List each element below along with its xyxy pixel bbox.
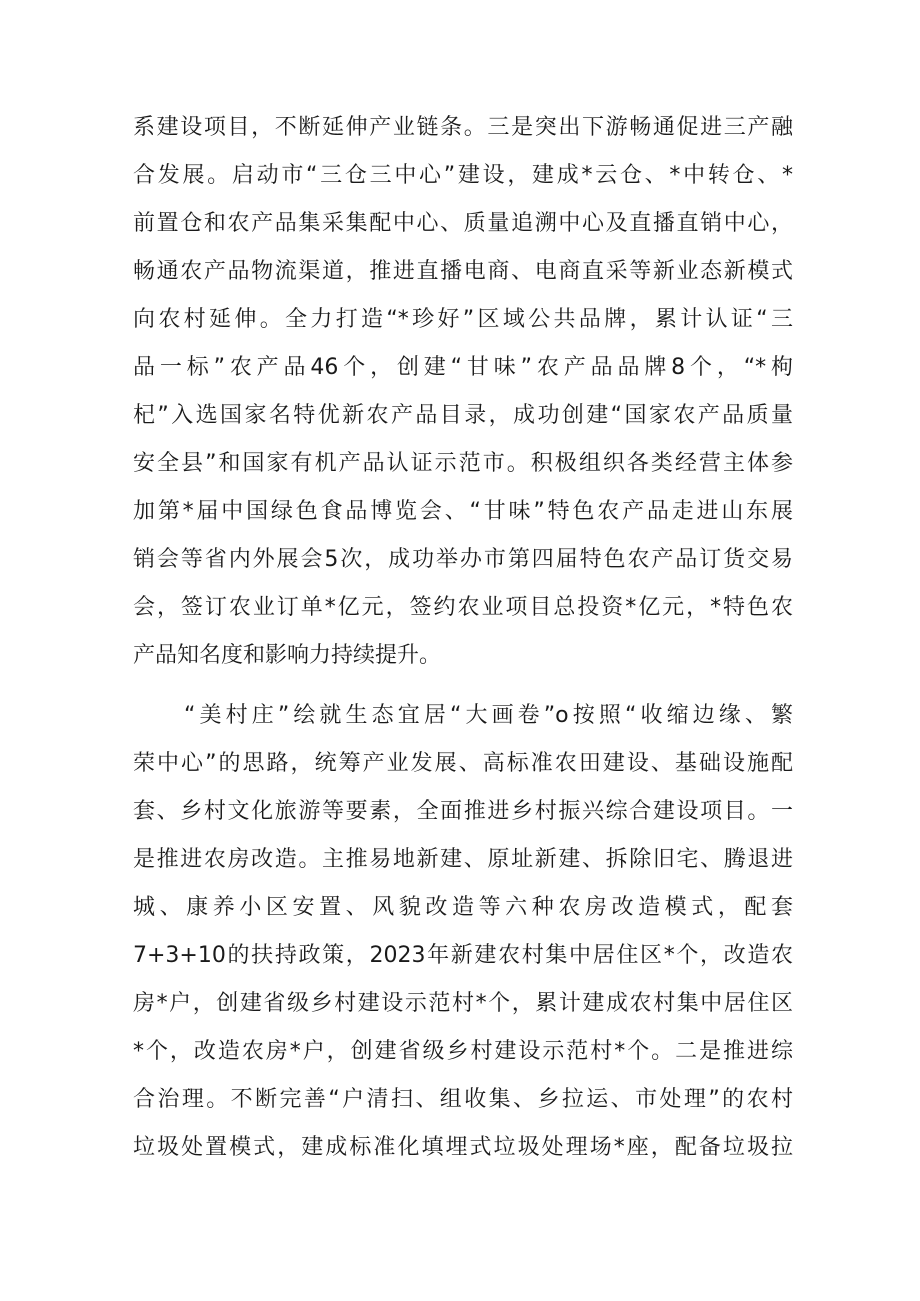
text-line: 是推进农房改造。主推易地新建、原址新建、拆除旧宅、腾退进 (133, 847, 793, 872)
text-line: 品一标”农产品46个，创建“甘味”农产品品牌8个，“*枸 (133, 355, 793, 380)
text-line: 前置仓和农产品集采集配中心、质量追溯中心及直播直销中心， (133, 211, 793, 236)
text-line: 套、乡村文化旅游等要素，全面推进乡村振兴综合建设项目。一 (133, 799, 793, 824)
text-line: 会，签订农业订单*亿元，签约农业项目总投资*亿元，*特色农 (133, 595, 793, 620)
text-line: 荣中心”的思路，统筹产业发展、高标准农田建设、基础设施配 (133, 751, 793, 776)
text-line: 系建设项目，不断延伸产业链条。三是突出下游畅通促进三产融 (133, 115, 793, 140)
text-line-first: “美村庄”绘就生态宜居“大画卷”o按照“收缩边缘、繁 (184, 703, 793, 728)
text-line: 安全县”和国家有机产品认证示范市。积极组织各类经营主体参 (133, 451, 793, 476)
text-line: 城、康养小区安置、风貌改造等六种农房改造模式，配套 (133, 895, 793, 920)
text-line: 合治理。不断完善“户清扫、组收集、乡拉运、市处理”的农村 (133, 1087, 793, 1112)
text-line: 7+3+10的扶持政策，2023年新建农村集中居住区*个，改造农 (133, 943, 793, 968)
text-line: 垃圾处置模式，建成标准化填埋式垃圾处理场*座，配备垃圾拉 (133, 1135, 793, 1160)
text-line: 加第*届中国绿色食品博览会、“甘味”特色农产品走进山东展 (133, 499, 793, 524)
text-line: 销会等省内外展会5次，成功举办市第四届特色农产品订货交易 (133, 547, 793, 572)
text-line: 杞”入选国家名特优新农产品目录，成功创建“国家农产品质量 (133, 403, 793, 428)
text-line: 产品知名度和影响力持续提升。 (133, 643, 442, 668)
text-line: 畅通农产品物流渠道，推进直播电商、电商直采等新业态新模式 (133, 259, 793, 284)
text-line: 合发展。启动市“三仓三中心”建设，建成*云仓、*中转仓、* (133, 163, 793, 188)
text-line: 房*户，创建省级乡村建设示范村*个，累计建成农村集中居住区 (133, 991, 793, 1016)
text-line: 向农村延伸。全力打造“*珍好”区域公共品牌，累计认证“三 (133, 307, 793, 332)
text-line: *个，改造农房*户，创建省级乡村建设示范村*个。二是推进综 (133, 1039, 793, 1064)
